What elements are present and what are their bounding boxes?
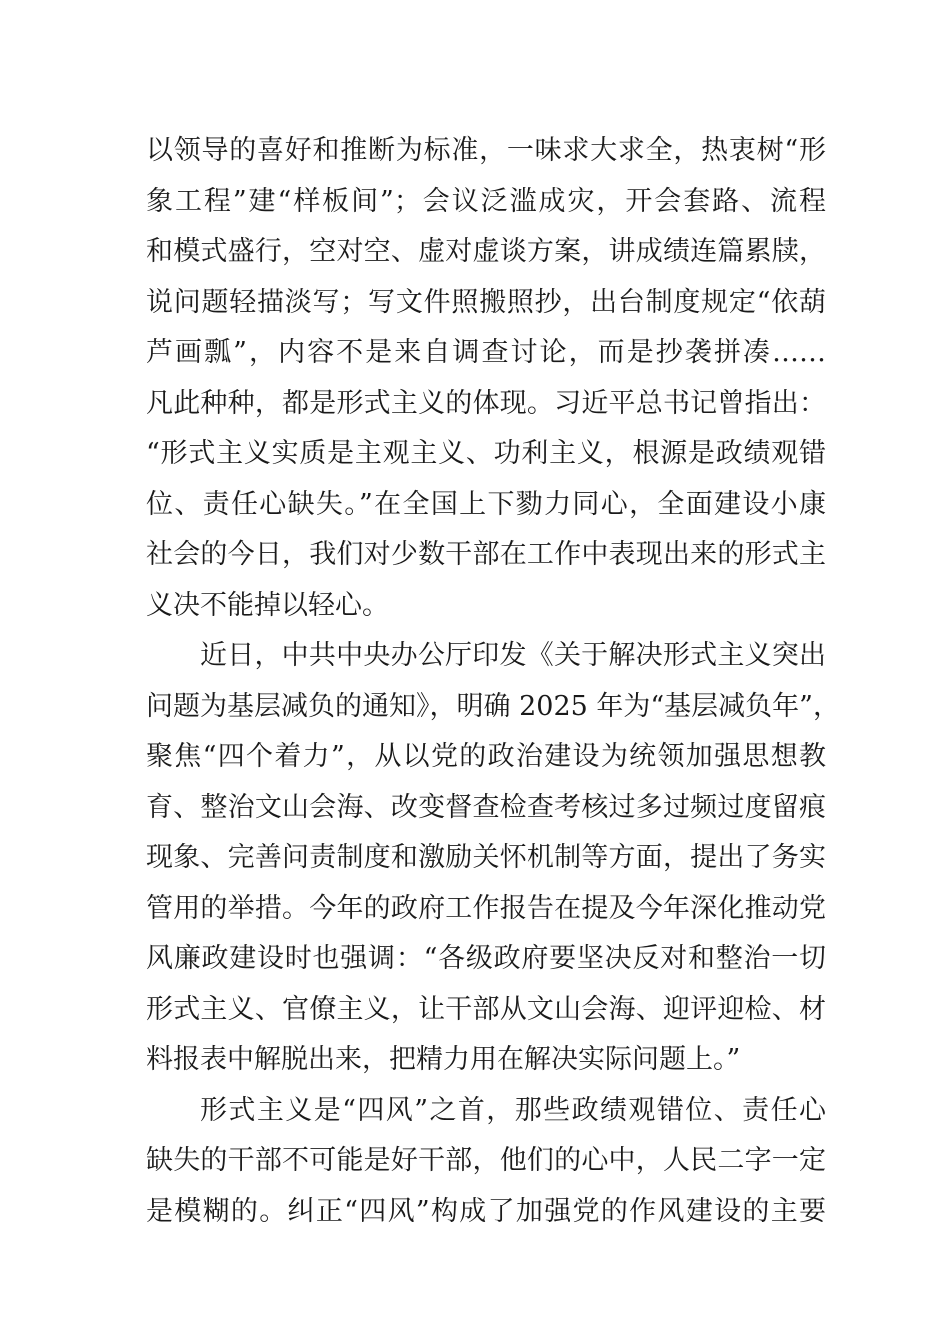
text-line: “形式主义实质是主观主义、功利主义，根源是政绩观错 [146,438,826,469]
text-line: 现象、完善问责制度和激励关怀机制等方面，提出了务实 [146,842,826,873]
paragraph-1 [146,126,826,631]
text-line: 形式主义、官僚主义，让干部从文山会海、迎评迎检、材 [146,993,826,1025]
text-line: 聚焦“四个着力”，从以党的政治建设为统领加强思想教 [146,741,826,772]
text-line: 料报表中解脱出来，把精力用在解决实际问题上。” [146,1044,741,1075]
text-line: 社会的今日，我们对少数干部在工作中表现出来的形式主 [146,539,826,570]
paragraph-3 [146,1086,826,1238]
text-line: 位、责任心缺失。”在全国上下勠力同心，全面建设小康 [146,488,826,520]
text-line: 和模式盛行，空对空、虚对虚谈方案，讲成绩连篇累牍， [146,236,826,267]
text-line: 育、整治文山会海、改变督查检查考核过多过频过度留痕 [146,791,826,823]
text-line: 管用的举措。今年的政府工作报告在提及今年深化推动党 [146,892,826,924]
text-line: 以领导的喜好和推断为标准，一味求大求全，热衷树“形 [146,135,826,166]
text-line: 芦画瓢”，内容不是来自调查讨论，而是抄袭拼凑…… [146,337,826,368]
paragraph-2 [146,631,840,1086]
text-line: 风廉政建设时也强调：“各级政府要坚决反对和整治一切 [146,943,826,974]
text-line: 义决不能掉以轻心。 [146,589,389,621]
text-line: 说问题轻描淡写；写文件照搬照抄，出台制度规定“依葫 [146,286,826,318]
text-line: 是模糊的。纠正“四风”构成了加强党的作风建设的主要 [146,1195,826,1227]
text-line: 问题为基层减负的通知》，明确 2025 年为“基层减负年”， [146,690,840,722]
body-text [146,126,840,1237]
text-line: 凡此种种，都是形式主义的体现。习近平总书记曾指出： [146,387,826,419]
text-line: 近日，中共中央办公厅印发《关于解决形式主义突出 [200,640,826,671]
text-line: 形式主义是“四风”之首，那些政绩观错位、责任心 [200,1094,826,1126]
text-line: 象工程”建“样板间”；会议泛滥成灾，开会套路、流程 [146,185,826,217]
text-line: 缺失的干部不可能是好干部，他们的心中，人民二字一定 [146,1145,826,1176]
